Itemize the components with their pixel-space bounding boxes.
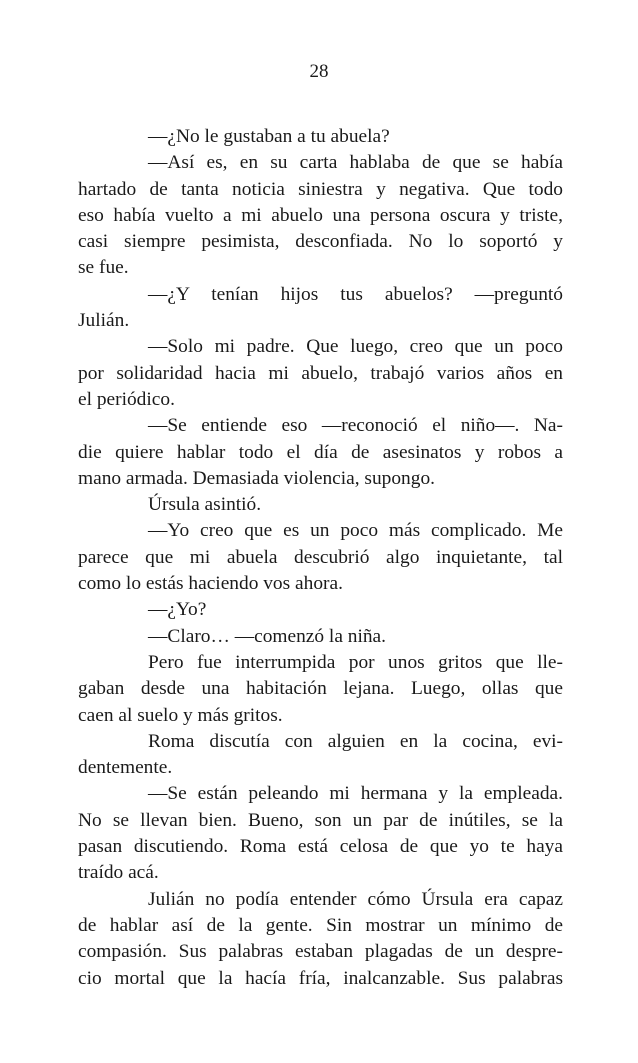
text-line: mano armada. Demasiada violencia, supongo. xyxy=(78,467,435,489)
text-line: se fue. xyxy=(78,257,129,279)
text-line: por solidaridad hacia mi abuelo, trabajó varios años en xyxy=(78,362,563,384)
text-line: caen al suelo y más gritos. xyxy=(78,704,283,726)
text-line: cio mortal que la hacía fría, inalcanzable. Sus palabras xyxy=(78,967,563,989)
text-line: —Así es, en su carta hablaba de que se había xyxy=(148,152,563,174)
text-line: hartado de tanta noticia siniestra y negativa. Que todo xyxy=(78,178,563,200)
text-line: Roma discutía con alguien en la cocina, evi- xyxy=(148,730,563,752)
text-line: No se llevan bien. Bueno, son un par de inútiles, se la xyxy=(78,809,563,831)
text-line: traído acá. xyxy=(78,862,159,884)
body-text xyxy=(78,124,563,992)
page-number: 28 xyxy=(309,61,329,82)
text-line: Pero fue interrumpida por unos gritos que lle- xyxy=(148,651,563,673)
text-line: —Yo creo que es un poco más complicado. Me xyxy=(148,520,563,542)
text-line: compasión. Sus palabras estaban plagadas de un despre- xyxy=(78,941,563,963)
text-line: como lo estás haciendo vos ahora. xyxy=(78,573,343,595)
text-line: Julián. xyxy=(78,310,130,332)
text-line: —¿Y tenían hijos tus abuelos? —preguntó xyxy=(148,283,563,305)
text-line: parece que mi abuela descubrió algo inquietante, tal xyxy=(78,546,563,568)
text-line: Úrsula asintió. xyxy=(148,494,262,516)
text-line: de hablar así de la gente. Sin mostrar un mínimo de xyxy=(78,914,563,936)
text-line: pasan discutiendo. Roma está celosa de que yo te haya xyxy=(78,836,563,858)
text-line: el periódico. xyxy=(78,388,175,410)
text-line: —Solo mi padre. Que luego, creo que un poco xyxy=(148,336,563,358)
text-line: —Claro… —comenzó la niña. xyxy=(148,625,387,647)
text-line: eso había vuelto a mi abuelo una persona oscura y triste, xyxy=(78,204,563,226)
text-line: die quiere hablar todo el día de asesinatos y robos a xyxy=(78,441,563,463)
text-line: Julián no podía entender cómo Úrsula era capaz xyxy=(148,888,563,910)
text-line: —Se están peleando mi hermana y la empleada. xyxy=(148,783,563,805)
text-line: casi siempre pesimista, desconfiada. No lo soportó y xyxy=(78,231,563,253)
text-line: —Se entiende eso —reconoció el niño—. Na- xyxy=(148,415,563,437)
text-line: dentemente. xyxy=(78,757,173,779)
text-line: —¿Yo? xyxy=(148,599,207,621)
text-line: —¿No le gustaban a tu abuela? xyxy=(148,126,390,147)
text-line: gaban desde una habitación lejana. Luego, ollas que xyxy=(78,678,563,700)
